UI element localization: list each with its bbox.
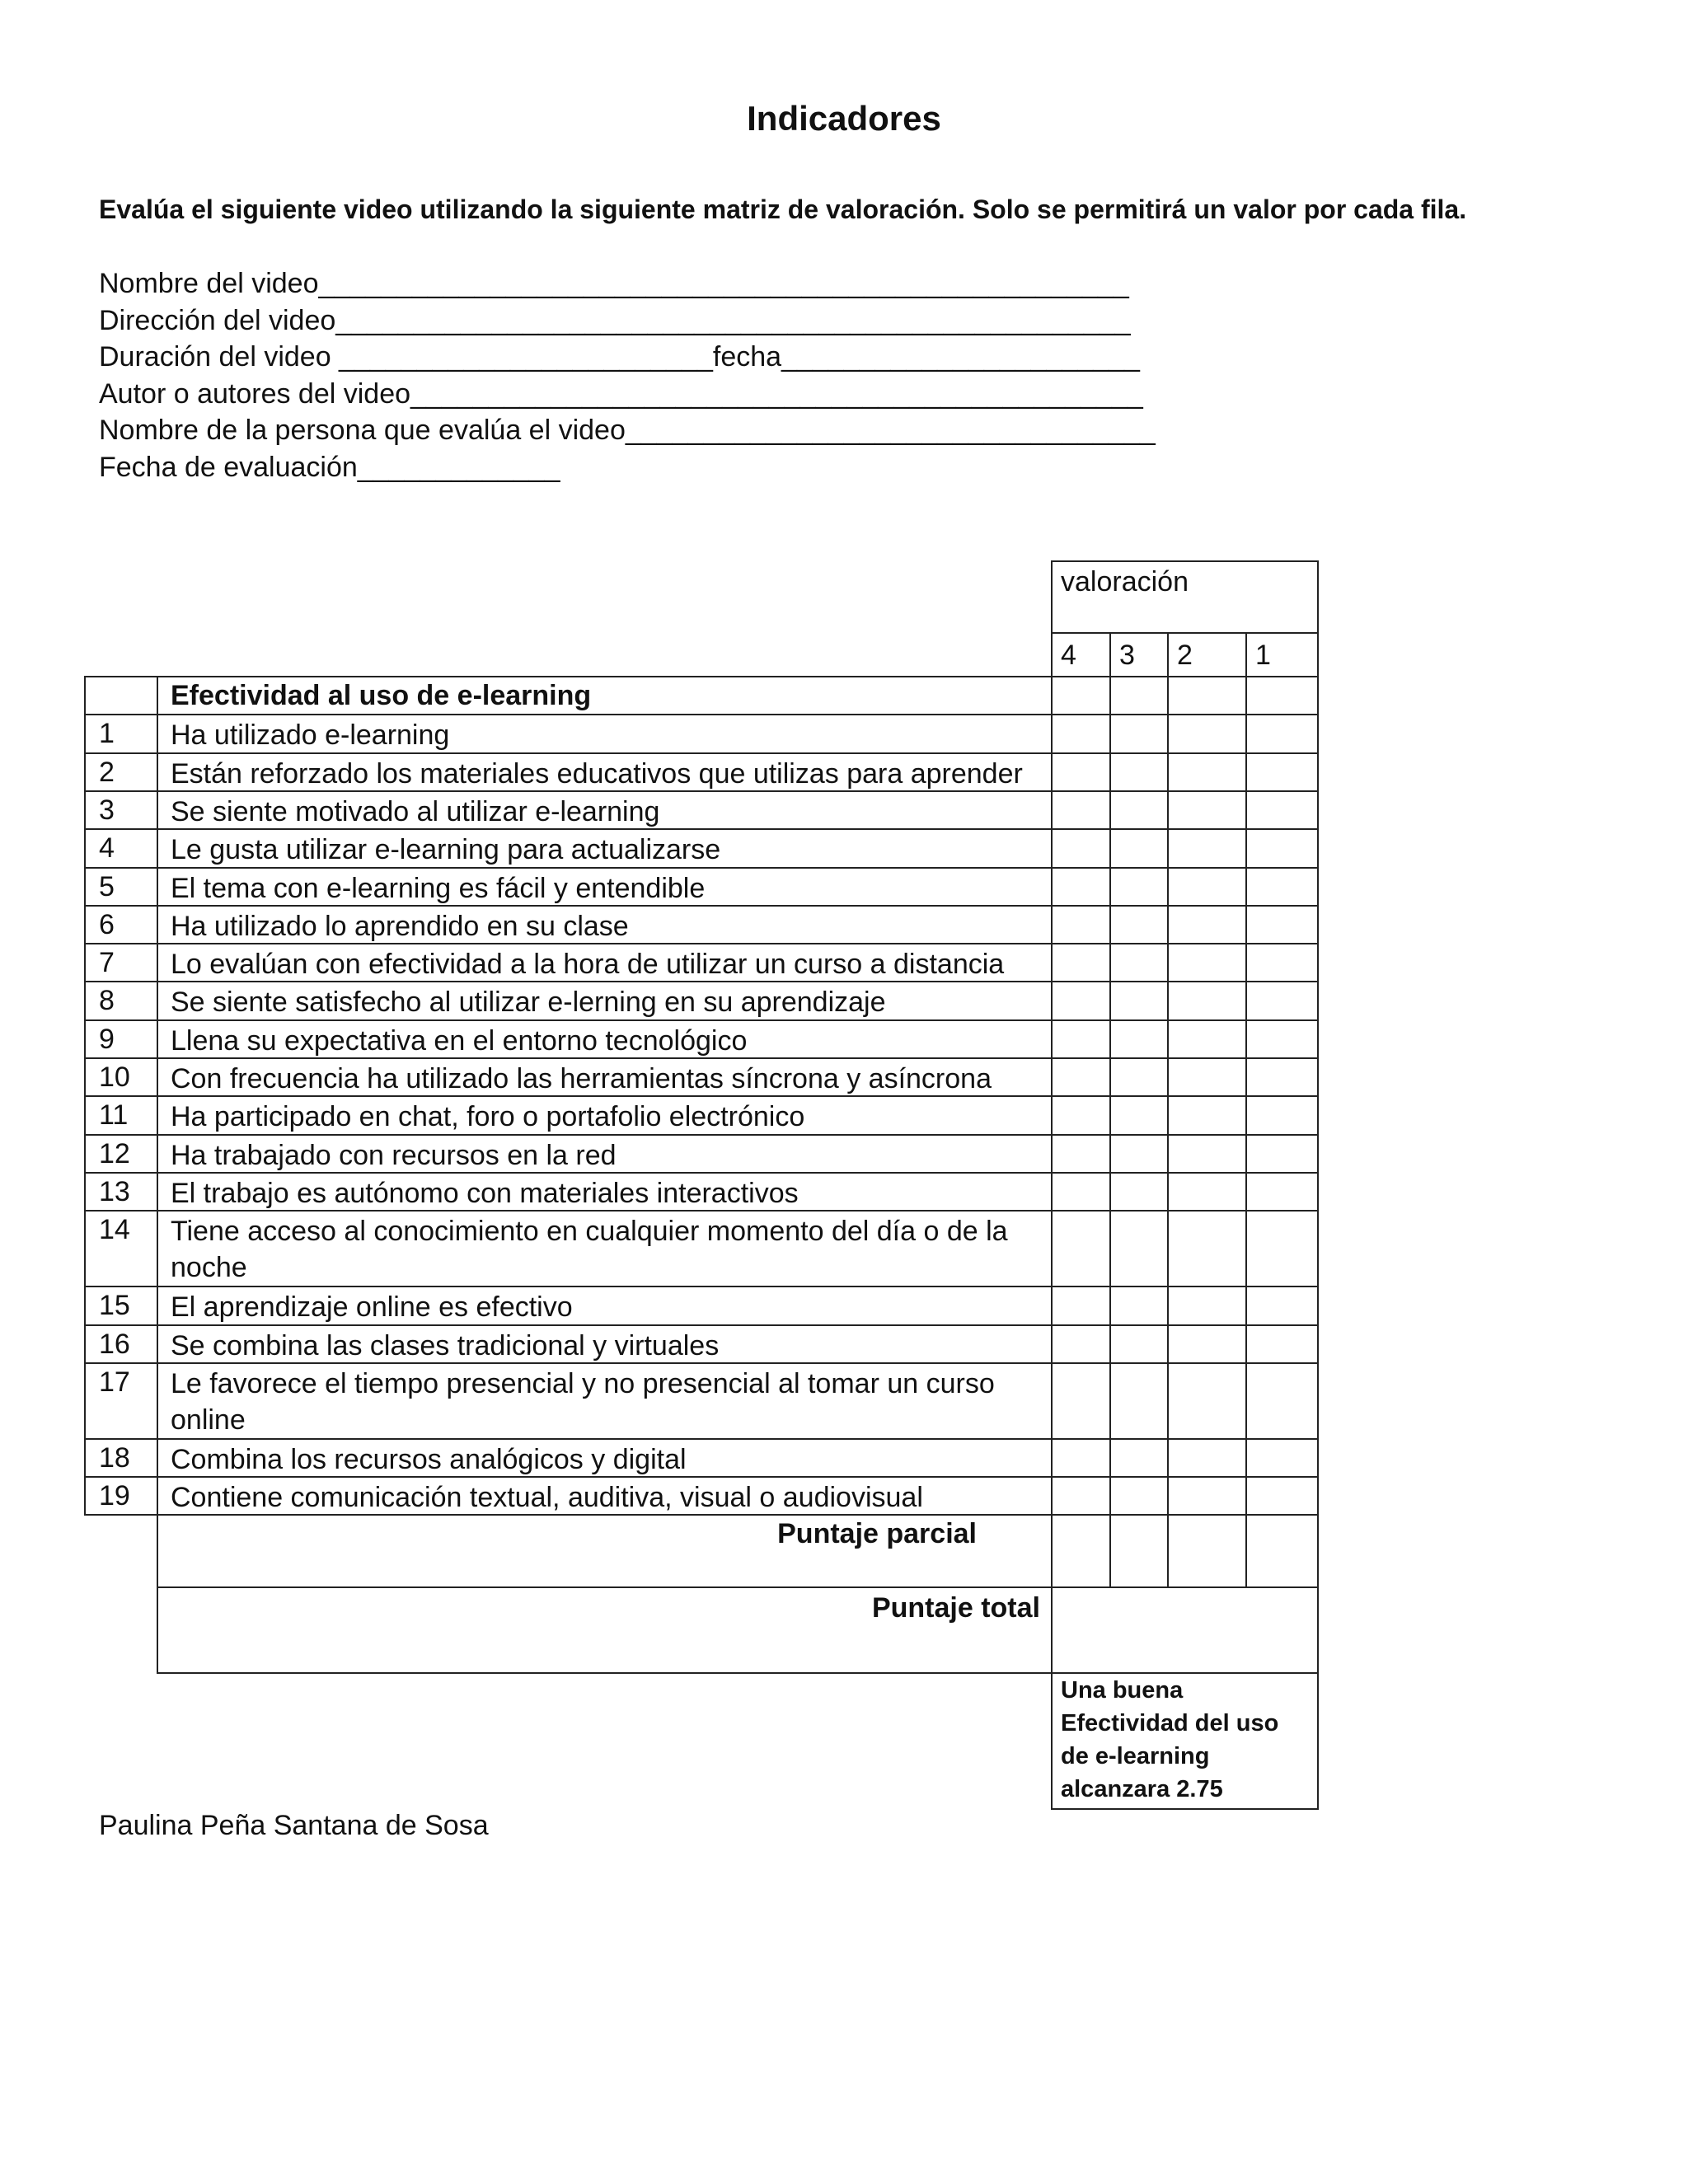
indicator-text: Ha trabajado con recursos en la red: [171, 1139, 617, 1171]
video-authors-field: Autor o autores del video_______________________________________________: [99, 377, 1143, 410]
scale-label-1: 1: [1255, 640, 1271, 671]
scale-column-border-2: [1167, 632, 1169, 1588]
row-number: 5: [99, 870, 115, 902]
indicator-text: Tiene acceso al conocimiento en cualquier momento del día o de la noche: [171, 1216, 1008, 1284]
parcial-bottom-border: [157, 1586, 1319, 1588]
row-number: 14: [99, 1214, 130, 1246]
row-number: 9: [99, 1023, 115, 1055]
author-name: Paulina Peña Santana de Sosa: [99, 1810, 489, 1841]
scale-label-3: 3: [1119, 640, 1135, 671]
video-name-field: Nombre del video____________________________________________________: [99, 268, 1129, 299]
row-number: 10: [99, 1062, 130, 1093]
indicator-text: Ha utilizado lo aprendido en su clase: [171, 910, 629, 942]
indicator-text: Contiene comunicación textual, auditiva, visual o audiovisual: [171, 1482, 923, 1514]
puntaje-total-label: Puntaje total: [871, 1592, 1040, 1624]
row-number: 17: [99, 1366, 130, 1398]
row-border-18: [84, 1438, 1319, 1440]
row-border-0: [84, 676, 1319, 677]
row-number: 12: [99, 1137, 130, 1169]
row-number: 16: [99, 1328, 130, 1360]
scale-column-border-3: [1245, 632, 1247, 1588]
page-title: Indicadores: [747, 99, 941, 138]
evaluation-date-field: Fecha de evaluación_____________: [99, 451, 560, 483]
scale-column-border-1: [1109, 632, 1111, 1588]
row-number: 15: [99, 1290, 130, 1322]
row-number: 3: [99, 794, 115, 826]
indicator-text: Combina los recursos analógicos y digital: [171, 1443, 687, 1475]
indicator-text: Llena su expectativa en el entorno tecnológico: [171, 1024, 748, 1057]
indicator-text: Ha utilizado e-learning: [171, 719, 450, 752]
row-number: 11: [99, 1099, 129, 1132]
indicator-text: El trabajo es autónomo con materiales interactivos: [171, 1177, 799, 1209]
row-number: 6: [99, 908, 115, 940]
indicator-text: El tema con e-learning es fácil y entendible: [171, 872, 706, 904]
indicator-text: Están reforzado los materiales educativos que utilizas para aprender: [171, 757, 1023, 790]
note-bottom-border: [1051, 1808, 1319, 1810]
indicator-text: Ha participado en chat, foro o portafolio electrónico: [171, 1101, 805, 1133]
row-number: 2: [99, 756, 115, 788]
indicator-text: Se siente satisfecho al utilizar e-lerning en su aprendizaje: [171, 987, 886, 1019]
instructions-text: Evalúa el siguiente video utilizando la siguiente matriz de valoración. Solo se permitirá un valor por cada fila.: [99, 194, 1467, 224]
left-border: [84, 676, 86, 1516]
section-header: Efectividad al uso de e-learning: [171, 680, 592, 711]
scale-label-4: 4: [1061, 640, 1076, 671]
indicator-column-border: [1051, 560, 1053, 1810]
row-border-1: [84, 714, 1319, 715]
row-number: 13: [99, 1175, 130, 1207]
evaluator-name-field: Nombre de la persona que evalúa el video__________________________________: [99, 415, 1156, 447]
indicator-text: Le gusta utilizar e-learning para actualizarse: [171, 834, 721, 866]
indicator-text: El aprendizaje online es efectivo: [171, 1291, 573, 1324]
indicator-text: Le favorece el tiempo presencial y no presencial al tomar un curso online: [171, 1367, 995, 1436]
row-number: 1: [99, 718, 115, 750]
video-info-fields: [99, 265, 1253, 486]
row-border-15: [84, 1286, 1319, 1287]
video-address-field: Dirección del video___________________________________________________: [99, 304, 1131, 336]
indicator-text: Lo evalúan con efectividad a la hora de utilizar un curso a distancia: [171, 949, 1005, 981]
target-score-note: Una buena Efectividad del uso de e-learning alcanzara 2.75: [1061, 1677, 1279, 1803]
row-number: 8: [99, 985, 115, 1017]
puntaje-parcial-label: Puntaje parcial: [777, 1518, 977, 1550]
video-duration-date-field: Duración del video ________________________fecha_______________________: [99, 341, 1140, 373]
valoracion-divider: [1051, 632, 1319, 634]
row-number: 7: [99, 947, 115, 979]
row-number: 4: [99, 832, 115, 865]
valoracion-header: valoración: [1061, 566, 1189, 598]
indicator-text: Se combina las clases tradicional y virtuales: [171, 1329, 720, 1361]
scale-label-2: 2: [1177, 640, 1193, 671]
indicator-text: Se siente motivado al utilizar e-learning: [171, 795, 660, 827]
row-number: 18: [99, 1441, 130, 1474]
indicator-text: Con frecuencia ha utilizado las herramientas síncrona y asíncrona: [171, 1063, 992, 1094]
valoracion-top-border: [1051, 560, 1319, 562]
right-border: [1317, 560, 1319, 1810]
row-number: 19: [99, 1480, 130, 1512]
number-column-border: [157, 676, 158, 1674]
